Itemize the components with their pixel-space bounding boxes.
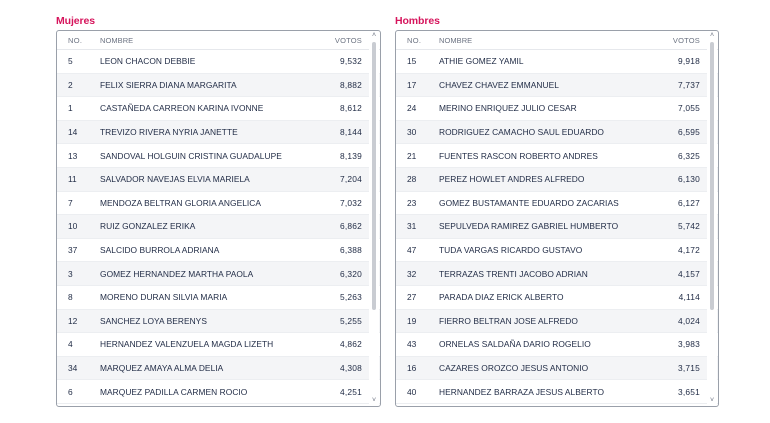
mujeres-table[interactable]: [56, 30, 381, 407]
row-no: 5: [68, 56, 73, 67]
table-row[interactable]: [396, 239, 718, 263]
row-no: 7: [68, 197, 73, 208]
table-header: [57, 31, 380, 50]
row-name: FUENTES RASCON ROBERTO ANDRES: [439, 150, 598, 161]
header-name: NOMBRE: [439, 35, 473, 45]
row-votes: 8,612: [340, 103, 362, 114]
row-votes: 6,325: [678, 150, 700, 161]
table-row[interactable]: [57, 380, 380, 404]
row-votes: 6,595: [678, 127, 700, 138]
row-no: 8: [68, 292, 73, 303]
row-name: SEPULVEDA RAMIREZ GABRIEL HUMBERTO: [439, 221, 619, 232]
row-name: SALVADOR NAVEJAS ELVIA MARIELA: [100, 174, 250, 185]
row-no: 14: [68, 127, 78, 138]
table-row[interactable]: [57, 74, 380, 98]
header-no: NO.: [68, 35, 83, 45]
table-row[interactable]: [57, 262, 380, 286]
row-votes: 4,172: [678, 245, 700, 256]
table-row[interactable]: [57, 192, 380, 216]
row-votes: 5,255: [340, 315, 362, 326]
row-name: MORENO DURAN SILVIA MARIA: [100, 292, 228, 303]
row-votes: 3,983: [678, 339, 700, 350]
row-no: 47: [407, 245, 417, 256]
row-votes: 3,651: [678, 386, 700, 397]
table-row[interactable]: [57, 144, 380, 168]
table-row[interactable]: [57, 239, 380, 263]
row-votes: 4,157: [678, 268, 700, 279]
row-votes: 5,263: [340, 292, 362, 303]
row-name: HERNANDEZ VALENZUELA MAGDA LIZETH: [100, 339, 274, 350]
hombres-panel: [395, 12, 719, 407]
row-name: GOMEZ BUSTAMANTE EDUARDO ZACARIAS: [439, 197, 619, 208]
mujeres-title: Mujeres: [56, 15, 95, 27]
row-no: 11: [68, 174, 77, 185]
scroll-thumb[interactable]: [372, 42, 376, 310]
row-votes: 6,388: [340, 245, 362, 256]
row-no: 34: [68, 363, 78, 374]
row-votes: 6,862: [340, 221, 362, 232]
row-no: 2: [68, 79, 73, 90]
row-no: 30: [407, 127, 417, 138]
mujeres-panel: [56, 12, 381, 407]
row-votes: 8,144: [340, 127, 362, 138]
row-name: PEREZ HOWLET ANDRES ALFREDO: [439, 174, 585, 185]
table-row[interactable]: [396, 50, 718, 74]
row-name: GOMEZ HERNANDEZ MARTHA PAOLA: [100, 268, 254, 279]
table-row[interactable]: [396, 333, 718, 357]
table-row[interactable]: [396, 262, 718, 286]
row-no: 4: [68, 339, 73, 350]
header-name: NOMBRE: [100, 35, 134, 45]
row-no: 28: [407, 174, 417, 185]
scroll-thumb[interactable]: [710, 42, 714, 310]
table-row[interactable]: [396, 310, 718, 334]
row-name: HERNANDEZ BARRAZA JESUS ALBERTO: [439, 386, 605, 397]
row-name: ORNELAS SALDAÑA DARIO ROGELIO: [439, 339, 591, 350]
row-name: MARQUEZ AMAYA ALMA DELIA: [100, 363, 224, 374]
row-votes: 9,532: [340, 56, 362, 67]
row-name: LEON CHACON DEBBIE: [100, 56, 196, 67]
row-no: 37: [68, 245, 78, 256]
table-row[interactable]: [57, 50, 380, 74]
table-row[interactable]: [396, 286, 718, 310]
table-row[interactable]: [57, 215, 380, 239]
row-name: SANDOVAL HOLGUIN CRISTINA GUADALUPE: [100, 150, 282, 161]
row-no: 1: [68, 103, 73, 114]
row-votes: 5,742: [678, 221, 700, 232]
row-name: FIERRO BELTRAN JOSE ALFREDO: [439, 315, 578, 326]
row-votes: 7,737: [678, 79, 700, 90]
table-row[interactable]: [396, 357, 718, 381]
table-header: [396, 31, 718, 50]
row-name: TUDA VARGAS RICARDO GUSTAVO: [439, 245, 583, 256]
table-row[interactable]: [57, 310, 380, 334]
scroll-down-icon[interactable]: ˅: [709, 397, 715, 404]
row-name: FELIX SIERRA DIANA MARGARITA: [100, 79, 237, 90]
table-row[interactable]: [396, 74, 718, 98]
row-votes: 4,308: [340, 363, 362, 374]
table-row[interactable]: [396, 97, 718, 121]
row-no: 19: [407, 315, 417, 326]
header-votes: VOTOS: [672, 35, 700, 45]
table-row[interactable]: [57, 168, 380, 192]
table-row[interactable]: [57, 286, 380, 310]
row-name: TREVIZO RIVERA NYRIA JANETTE: [100, 127, 238, 138]
row-no: 15: [407, 56, 417, 67]
row-votes: 7,204: [340, 174, 362, 185]
row-no: 16: [407, 363, 417, 374]
row-votes: 4,251: [340, 386, 362, 397]
table-row[interactable]: [57, 333, 380, 357]
row-no: 23: [407, 197, 417, 208]
row-no: 31: [407, 221, 417, 232]
row-name: CASTAÑEDA CARREON KARINA IVONNE: [100, 103, 264, 114]
row-votes: 8,882: [340, 79, 362, 90]
row-no: 6: [68, 386, 73, 397]
table-row[interactable]: [57, 357, 380, 381]
row-no: 40: [407, 386, 417, 397]
table-row[interactable]: [396, 380, 718, 404]
row-no: 3: [68, 268, 73, 279]
row-name: SANCHEZ LOYA BERENYS: [100, 315, 207, 326]
row-name: MERINO ENRIQUEZ JULIO CESAR: [439, 103, 577, 114]
table-row[interactable]: [396, 215, 718, 239]
row-name: CAZARES OROZCO JESUS ANTONIO: [439, 363, 589, 374]
header-no: NO.: [407, 35, 422, 45]
row-no: 13: [68, 150, 78, 161]
row-no: 17: [407, 79, 417, 90]
row-no: 43: [407, 339, 417, 350]
row-votes: 6,320: [340, 268, 362, 279]
row-no: 32: [407, 268, 417, 279]
row-votes: 6,130: [678, 174, 700, 185]
row-no: 27: [407, 292, 417, 303]
table-row[interactable]: [396, 168, 718, 192]
table-row[interactable]: [396, 144, 718, 168]
row-name: CHAVEZ CHAVEZ EMMANUEL: [439, 79, 559, 90]
table-row[interactable]: [57, 97, 380, 121]
row-name: MENDOZA BELTRAN GLORIA ANGELICA: [100, 197, 262, 208]
row-votes: 7,055: [678, 103, 700, 114]
row-name: PARADA DIAZ ERICK ALBERTO: [439, 292, 564, 303]
mujeres-scrollbar[interactable]: [369, 32, 379, 405]
scroll-up-icon[interactable]: ˄: [371, 32, 377, 39]
row-votes: 4,862: [340, 339, 362, 350]
row-votes: 7,032: [340, 197, 362, 208]
row-no: 10: [68, 221, 78, 232]
scroll-up-icon[interactable]: ˄: [709, 32, 715, 39]
row-votes: 4,024: [678, 315, 700, 326]
scroll-down-icon[interactable]: ˅: [371, 397, 377, 404]
mujeres-rows: [57, 50, 380, 404]
table-row[interactable]: [396, 121, 718, 145]
hombres-scrollbar[interactable]: [707, 32, 717, 405]
row-votes: 9,918: [678, 56, 700, 67]
row-name: ATHIE GOMEZ YAMIL: [439, 56, 524, 67]
table-row[interactable]: [57, 121, 380, 145]
header-votes: VOTOS: [334, 35, 362, 45]
hombres-rows: [396, 50, 718, 404]
hombres-title: Hombres: [395, 15, 440, 27]
row-name: RUIZ GONZALEZ ERIKA: [100, 221, 196, 232]
row-no: 24: [407, 103, 417, 114]
row-votes: 8,139: [340, 150, 362, 161]
hombres-table[interactable]: [395, 30, 719, 407]
row-votes: 4,114: [678, 292, 700, 303]
row-votes: 6,127: [678, 197, 700, 208]
row-name: RODRIGUEZ CAMACHO SAUL EDUARDO: [439, 127, 604, 138]
table-row[interactable]: [396, 192, 718, 216]
row-no: 12: [68, 315, 78, 326]
row-no: 21: [407, 150, 417, 161]
row-name: TERRAZAS TRENTI JACOBO ADRIAN: [439, 268, 588, 279]
row-votes: 3,715: [678, 363, 700, 374]
row-name: MARQUEZ PADILLA CARMEN ROCIO: [100, 386, 248, 397]
row-name: SALCIDO BURROLA ADRIANA: [100, 245, 220, 256]
